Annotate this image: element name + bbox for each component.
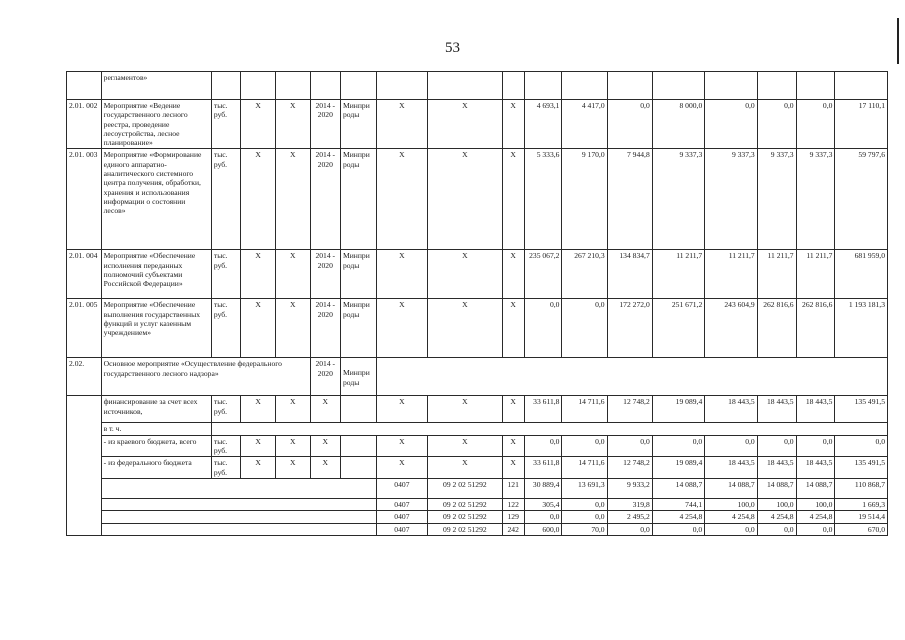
event-name: Мероприятие «Формирование единого аппаратно- аналитического системного центра получения, обработки, хранения и использования информации о состоянии лесов» [101,149,211,250]
cell [428,72,503,100]
table-row [67,435,888,457]
value-cell: 0,0 [562,299,607,358]
table-row [67,396,888,423]
value-cell: 33 611,8 [524,457,562,479]
value-cell: 30 889,4 [524,478,562,498]
cell [101,498,376,510]
value-cell: 0,0 [562,435,607,457]
value-cell: 11 211,7 [652,250,704,299]
value-cell: 9 337,3 [796,149,835,250]
value-cell: 0,0 [562,498,607,510]
period-cell: 2014 - 2020 [310,250,340,299]
table-row [67,100,888,149]
expense-code: 121 [502,478,524,498]
value-cell: 0,0 [607,523,652,535]
cell [562,72,607,100]
cell [101,523,376,535]
section-code: 0407 [376,478,427,498]
cell: Х [376,149,427,250]
cell [376,72,427,100]
table-row [67,250,888,299]
value-cell: 0,0 [652,435,704,457]
value-cell: 0,0 [705,435,757,457]
value-cell: 100,0 [796,498,835,510]
cell [310,72,340,100]
value-cell: 305,4 [524,498,562,510]
cell [607,72,652,100]
event-name: Мероприятие «Обеспечение исполнения переданных полномочий субъектами Российской Федерации» [101,250,211,299]
cell: Х [428,396,503,423]
value-cell: 0,0 [796,523,835,535]
value-cell: 319,8 [607,498,652,510]
value-cell: 14 088,7 [652,478,704,498]
table-row [67,72,888,100]
cell [211,72,240,100]
value-cell: 18 443,5 [757,457,796,479]
value-cell: 11 211,7 [705,250,757,299]
unit-cell: тыс. руб. [211,149,240,250]
cell: Х [310,396,340,423]
cell: Х [241,149,276,250]
program-table [66,71,888,536]
cell: Х [241,396,276,423]
value-cell: 4 254,8 [796,511,835,523]
table-row [67,149,888,250]
value-cell: 744,1 [652,498,704,510]
row-label: финансирование за счет всех источников, [101,396,211,423]
cell [211,423,887,435]
value-cell: 0,0 [607,100,652,149]
cell: Х [502,396,524,423]
table-row [67,457,888,479]
executor-cell: Минпри роды [340,149,376,250]
code-cell: 2.01. 005 [67,299,102,358]
cell [835,72,888,100]
period-cell: 2014 - 2020 [310,149,340,250]
event-name: Мероприятие «Обеспечение выполнения государственных функций и услуг казенным учреждением» [101,299,211,358]
cell [796,72,835,100]
cell: Х [502,435,524,457]
cell: Х [241,250,276,299]
cell: Х [275,457,310,479]
cell: Х [428,149,503,250]
expense-code: 242 [502,523,524,535]
value-cell: 11 211,7 [757,250,796,299]
cell [652,72,704,100]
value-cell: 9 933,2 [607,478,652,498]
code-cell: 2.02. [67,358,102,396]
value-cell: 33 611,8 [524,396,562,423]
target-code: 09 2 02 51292 [428,523,503,535]
value-cell: 14 711,6 [562,396,607,423]
value-cell: 0,0 [757,435,796,457]
value-cell: 0,0 [796,100,835,149]
unit-cell: тыс. руб. [211,100,240,149]
total-cell: 1 193 181,3 [835,299,888,358]
table-row [67,299,888,358]
unit-cell: тыс. руб. [211,299,240,358]
value-cell: 18 443,5 [757,396,796,423]
value-cell: 5 333,6 [524,149,562,250]
expense-code: 129 [502,511,524,523]
value-cell: 100,0 [757,498,796,510]
target-code: 09 2 02 51292 [428,498,503,510]
total-cell: 17 110,1 [835,100,888,149]
value-cell: 9 337,3 [705,149,757,250]
value-cell: 0,0 [524,435,562,457]
cell: Х [502,250,524,299]
value-cell: 0,0 [524,299,562,358]
total-cell: 19 514,4 [835,511,888,523]
cell: Х [241,457,276,479]
edge-bar [897,18,899,64]
value-cell: 14 088,7 [757,478,796,498]
value-cell: 2 495,2 [607,511,652,523]
cell: Х [275,299,310,358]
table-row-kbk [67,523,888,535]
value-cell: 14 711,6 [562,457,607,479]
value-cell: 0,0 [607,435,652,457]
value-cell: 0,0 [705,100,757,149]
table-row-kbk [67,511,888,523]
value-cell: 7 944,8 [607,149,652,250]
value-cell: 18 443,5 [796,457,835,479]
unit-cell: тыс. руб. [211,435,240,457]
cell: Х [275,100,310,149]
unit-cell: тыс. руб. [211,457,240,479]
cell: Х [428,100,503,149]
cell [241,72,276,100]
unit-cell: тыс. руб. [211,396,240,423]
event-name: Мероприятие «Ведение государственного лесного реестра, проведение лесоустройства, лесное планирование» [101,100,211,149]
value-cell: 0,0 [757,100,796,149]
executor-cell: Минпри роды [340,250,376,299]
value-cell: 0,0 [796,435,835,457]
cell [101,511,376,523]
value-cell: 251 671,2 [652,299,704,358]
cell: Х [428,250,503,299]
cell [502,72,524,100]
value-cell: 4 254,8 [652,511,704,523]
cell: Х [428,299,503,358]
value-cell: 100,0 [705,498,757,510]
period-cell: 2014 - 2020 [310,299,340,358]
value-cell: 9 337,3 [757,149,796,250]
cell: Х [310,435,340,457]
total-cell: 0,0 [835,435,888,457]
cell: Х [376,396,427,423]
row-label: в т. ч. [101,423,211,435]
cell: Х [376,299,427,358]
cell: Х [502,457,524,479]
cell: Х [502,149,524,250]
table-row-kbk [67,498,888,510]
value-cell: 4 254,8 [705,511,757,523]
table-row [67,423,888,435]
cell: Х [241,299,276,358]
total-cell: 110 868,7 [835,478,888,498]
period-cell: 2014 - 2020 [310,100,340,149]
code-cell: 2.01. 004 [67,250,102,299]
cell [340,396,376,423]
cell [67,396,102,535]
total-cell: 681 959,0 [835,250,888,299]
value-cell: 172 272,0 [607,299,652,358]
cell: Х [502,299,524,358]
cell [376,358,887,396]
value-cell: 19 089,4 [652,457,704,479]
code-cell: 2.01. 003 [67,149,102,250]
value-cell: 70,0 [562,523,607,535]
target-code: 09 2 02 51292 [428,511,503,523]
value-cell: 14 088,7 [796,478,835,498]
value-cell: 134 834,7 [607,250,652,299]
total-cell: 1 669,3 [835,498,888,510]
value-cell: 4 693,1 [524,100,562,149]
unit-cell: тыс. руб. [211,250,240,299]
total-cell: 135 491,5 [835,396,888,423]
value-cell: 267 210,3 [562,250,607,299]
cell: Х [275,396,310,423]
value-cell: 9 170,0 [562,149,607,250]
value-cell: 9 337,3 [652,149,704,250]
executor-cell: Минпри роды [340,299,376,358]
row-label: - из краевого бюджета, всего [101,435,211,457]
cell [524,72,562,100]
total-cell: 135 491,5 [835,457,888,479]
cell: Х [428,457,503,479]
value-cell: 18 443,5 [705,396,757,423]
cell: Х [376,250,427,299]
value-cell: 0,0 [652,523,704,535]
executor-cell: Минпри роды [340,358,376,396]
value-cell: 14 088,7 [705,478,757,498]
value-cell: 0,0 [705,523,757,535]
period-cell: 2014 - 2020 [310,358,340,396]
cell: Х [376,435,427,457]
cell: Х [275,149,310,250]
value-cell: 262 816,6 [796,299,835,358]
value-cell: 600,0 [524,523,562,535]
row-label: - из федерального бюджета [101,457,211,479]
executor-cell: Минпри роды [340,100,376,149]
value-cell: 243 604,9 [705,299,757,358]
cell: Х [241,435,276,457]
cell: Х [376,100,427,149]
value-cell: 0,0 [562,511,607,523]
target-code: 09 2 02 51292 [428,478,503,498]
section-code: 0407 [376,523,427,535]
cell: регламентов» [101,72,211,100]
value-cell: 19 089,4 [652,396,704,423]
table-row-kbk [67,478,888,498]
cell [275,72,310,100]
cell: Х [241,100,276,149]
value-cell: 8 000,0 [652,100,704,149]
page-number: 53 [445,40,460,56]
main-event-title: Основное мероприятие «Осуществление федерального государственного лесного надзора» [101,358,310,396]
code-cell: 2.01. 002 [67,100,102,149]
value-cell: 12 748,2 [607,396,652,423]
value-cell: 0,0 [757,523,796,535]
cell [67,72,102,100]
section-code: 0407 [376,511,427,523]
cell: Х [275,435,310,457]
table-row-main-event [67,358,888,396]
cell: Х [310,457,340,479]
value-cell: 12 748,2 [607,457,652,479]
expense-code: 122 [502,498,524,510]
total-cell: 59 797,6 [835,149,888,250]
value-cell: 4 417,0 [562,100,607,149]
value-cell: 13 691,3 [562,478,607,498]
cell [705,72,757,100]
cell [340,435,376,457]
cell: Х [376,457,427,479]
cell [757,72,796,100]
cell [101,478,376,498]
cell [340,457,376,479]
value-cell: 0,0 [524,511,562,523]
value-cell: 262 816,6 [757,299,796,358]
cell: Х [275,250,310,299]
value-cell: 18 443,5 [796,396,835,423]
cell [340,72,376,100]
section-code: 0407 [376,498,427,510]
value-cell: 235 067,2 [524,250,562,299]
value-cell: 4 254,8 [757,511,796,523]
value-cell: 18 443,5 [705,457,757,479]
value-cell: 11 211,7 [796,250,835,299]
total-cell: 670,0 [835,523,888,535]
cell: Х [428,435,503,457]
cell: Х [502,100,524,149]
